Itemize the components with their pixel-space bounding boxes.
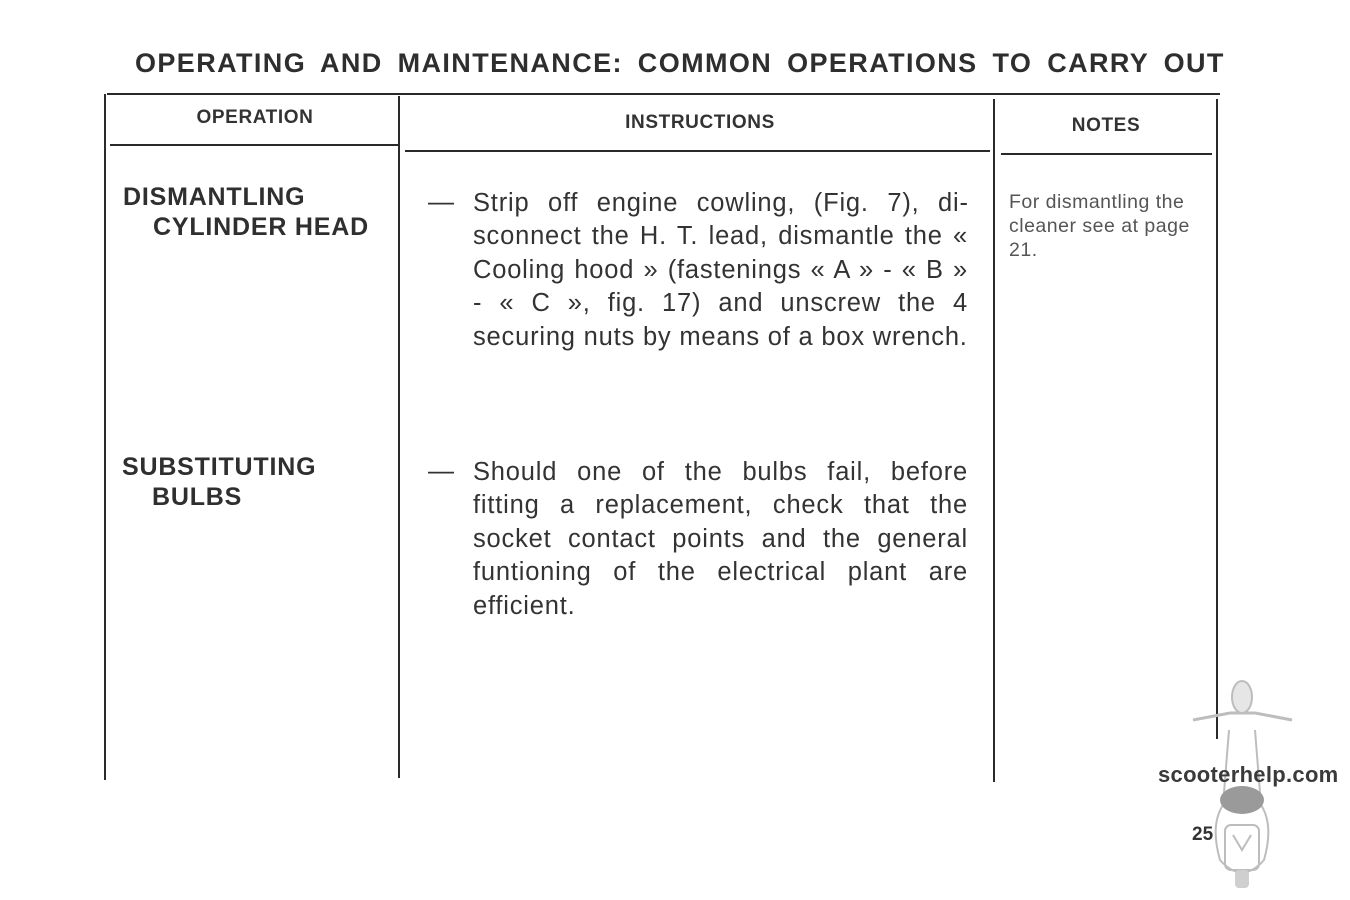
column-divider-left — [104, 94, 106, 780]
operation-line1: SUBSTITUTING — [122, 453, 317, 481]
table-top-rule — [107, 93, 1220, 95]
column-divider-right — [1216, 99, 1218, 739]
column-divider-instructions — [993, 99, 995, 782]
operation-dismantling-cylinder-head — [123, 182, 369, 242]
header-rule-instructions — [405, 150, 990, 152]
header-instructions: INSTRUCTIONS — [625, 112, 775, 133]
page-number: 25 — [1192, 824, 1214, 845]
header-notes: NOTES — [1071, 115, 1141, 136]
column-divider-operation — [398, 96, 400, 778]
header-rule-operation — [110, 144, 399, 146]
instructions-text: Should one of the bulbs fail, before fitting a replacement, check that the socket contact points and the general funtioning of the electrical plant are efficient. — [473, 458, 968, 620]
operation-substituting-bulbs — [122, 452, 316, 512]
operation-line2: BULBS — [152, 483, 243, 511]
operation-line1: DISMANTLING — [123, 183, 306, 211]
notes-text: For dismantling the cleaner see at page 21. — [1009, 191, 1190, 261]
instructions-text: Strip off engine cowling, (Fig. 7), disconnect the H. T. lead, dismantle the « Cooling hood » (fastenings « A » - « B » - « C », fig. 17) and unscrew the 4 securing nuts by means of a box wrench. — [473, 189, 968, 351]
header-operation: OPERATION — [196, 107, 314, 128]
instruction-dash: — — [428, 186, 454, 216]
watermark-text: scooterhelp.com — [1158, 762, 1339, 787]
operation-line2: CYLINDER HEAD — [153, 213, 369, 241]
header-rule-notes — [1001, 153, 1212, 155]
page-title: OPERATING AND MAINTENANCE: COMMON OPERATIONS TO CARRY OUT — [135, 48, 1225, 78]
instruction-dash: — — [428, 455, 454, 485]
